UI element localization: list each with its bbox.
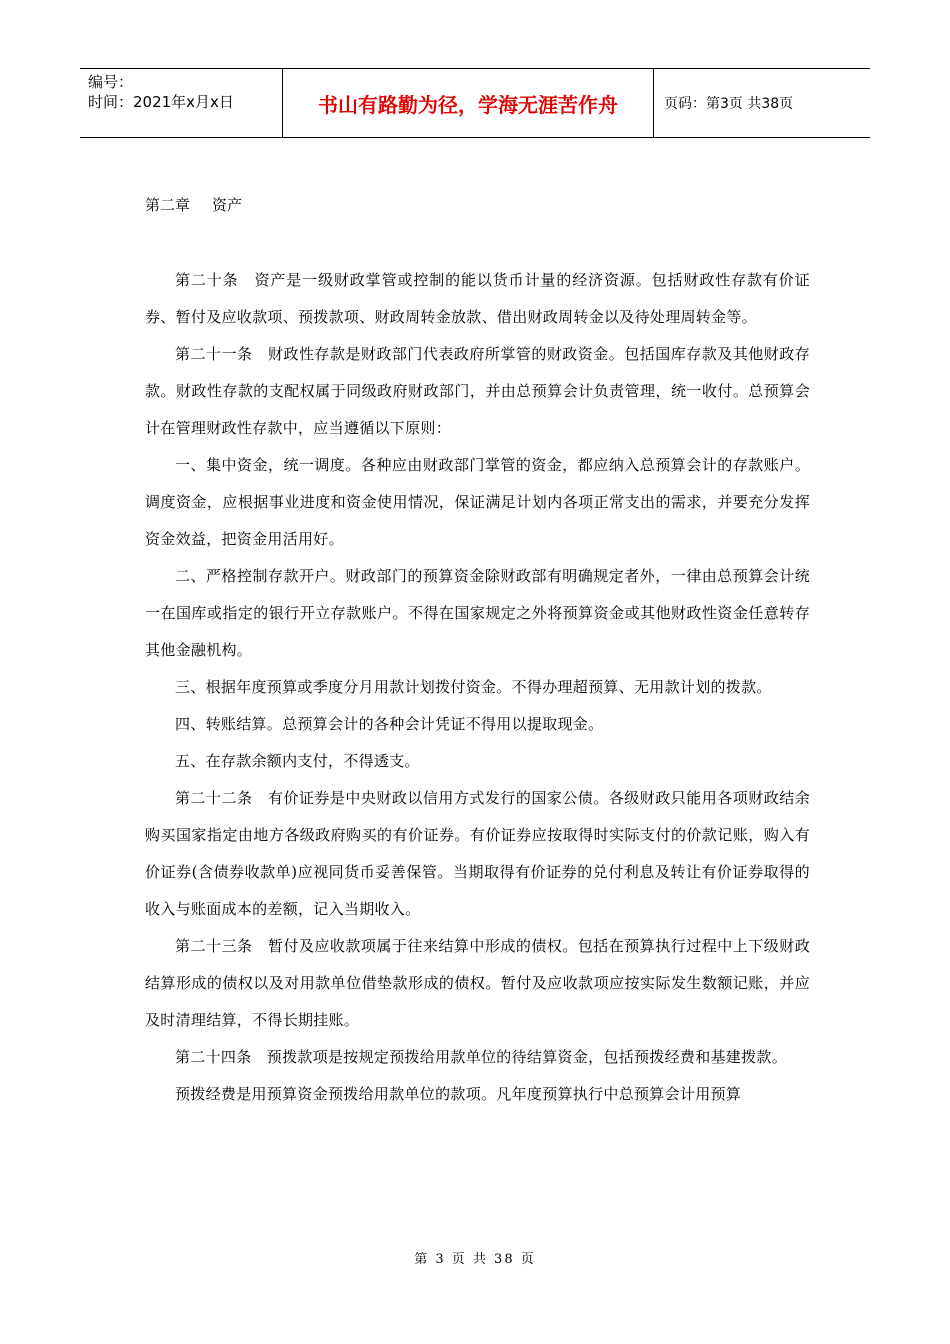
header-motto: 书山有路勤为径，学海无涯苦作舟 [282,69,654,137]
paragraph: 第二十二条 有价证券是中央财政以信用方式发行的国家公债。各级财政只能用各项财政结余购买国家指定由地方各级政府购买的有价证券。有价证券应按取得时实际支付的价款记账，购入有价证券(含债券收款单)应视同货币妥善保管。当期取得有价证券的兑付利息及转让有价证券取得的收入与账面成本的差额，记入当期收入。 [145,789,810,918]
header-meta [80,69,282,137]
paragraph: 四、转账结算。总预算会计的各种会计凭证不得用以提取现金。 [175,715,604,733]
header-page-info: 页码：第3页 共38页 [664,96,794,112]
chapter-number: 第二章 [145,196,191,214]
doc-date: 时间：2021年x月x日 [88,93,234,111]
document-body [145,190,810,1113]
paragraph: 第二十一条 财政性存款是财政部门代表政府所掌管的财政资金。包括国库存款及其他财政存款。财政性存款的支配权属于同级政府财政部门，并由总预算会计负责管理，统一收付。总预算会计在管理财政性存款中，应当遵循以下原则： [145,345,810,437]
paragraph: 一、集中资金，统一调度。各种应由财政部门掌管的资金，都应纳入总预算会计的存款账户。调度资金，应根据事业进度和资金使用情况，保证满足计划内各项正常支出的需求，并要充分发挥资金效益，把资金用活用好。 [145,456,810,548]
paragraph: 第二十条 资产是一级财政掌管或控制的能以货币计量的经济资源。包括财政性存款有价证券、暂付及应收款项、预拨款项、财政周转金放款、借出财政周转金以及待处理周转金等。 [145,271,810,326]
doc-number-label: 编号： [88,73,134,91]
paragraph: 第二十三条 暂付及应收款项属于往来结算中形成的债权。包括在预算执行过程中上下级财政结算形成的债权以及对用款单位借垫款形成的债权。暂付及应收款项应按实际发生数额记账，并应及时清理结算，不得长期挂账。 [145,937,810,1029]
page-footer: 第 3 页 共 38 页 [414,1252,536,1267]
paragraph: 第二十四条 预拨款项是按规定预拨给用款单位的待结算资金，包括预拨经费和基建拨款。 [175,1048,788,1066]
document-header [80,68,870,138]
paragraph: 三、根据年度预算或季度分月用款计划拨付资金。不得办理超预算、无用款计划的拨款。 [175,678,772,696]
paragraph: 预拨经费是用预算资金预拨给用款单位的款项。凡年度预算执行中总预算会计用预算 [175,1085,742,1103]
chapter-heading [145,190,810,220]
chapter-title: 资产 [212,196,243,214]
paragraph: 五、在存款余额内支付，不得透支。 [175,752,420,770]
paragraph: 二、严格控制存款开户。财政部门的预算资金除财政部有明确规定者外，一律由总预算会计统一在国库或指定的银行开立存款账户。不得在国家规定之外将预算资金或其他财政性资金任意转存其他金融机构。 [145,567,810,659]
